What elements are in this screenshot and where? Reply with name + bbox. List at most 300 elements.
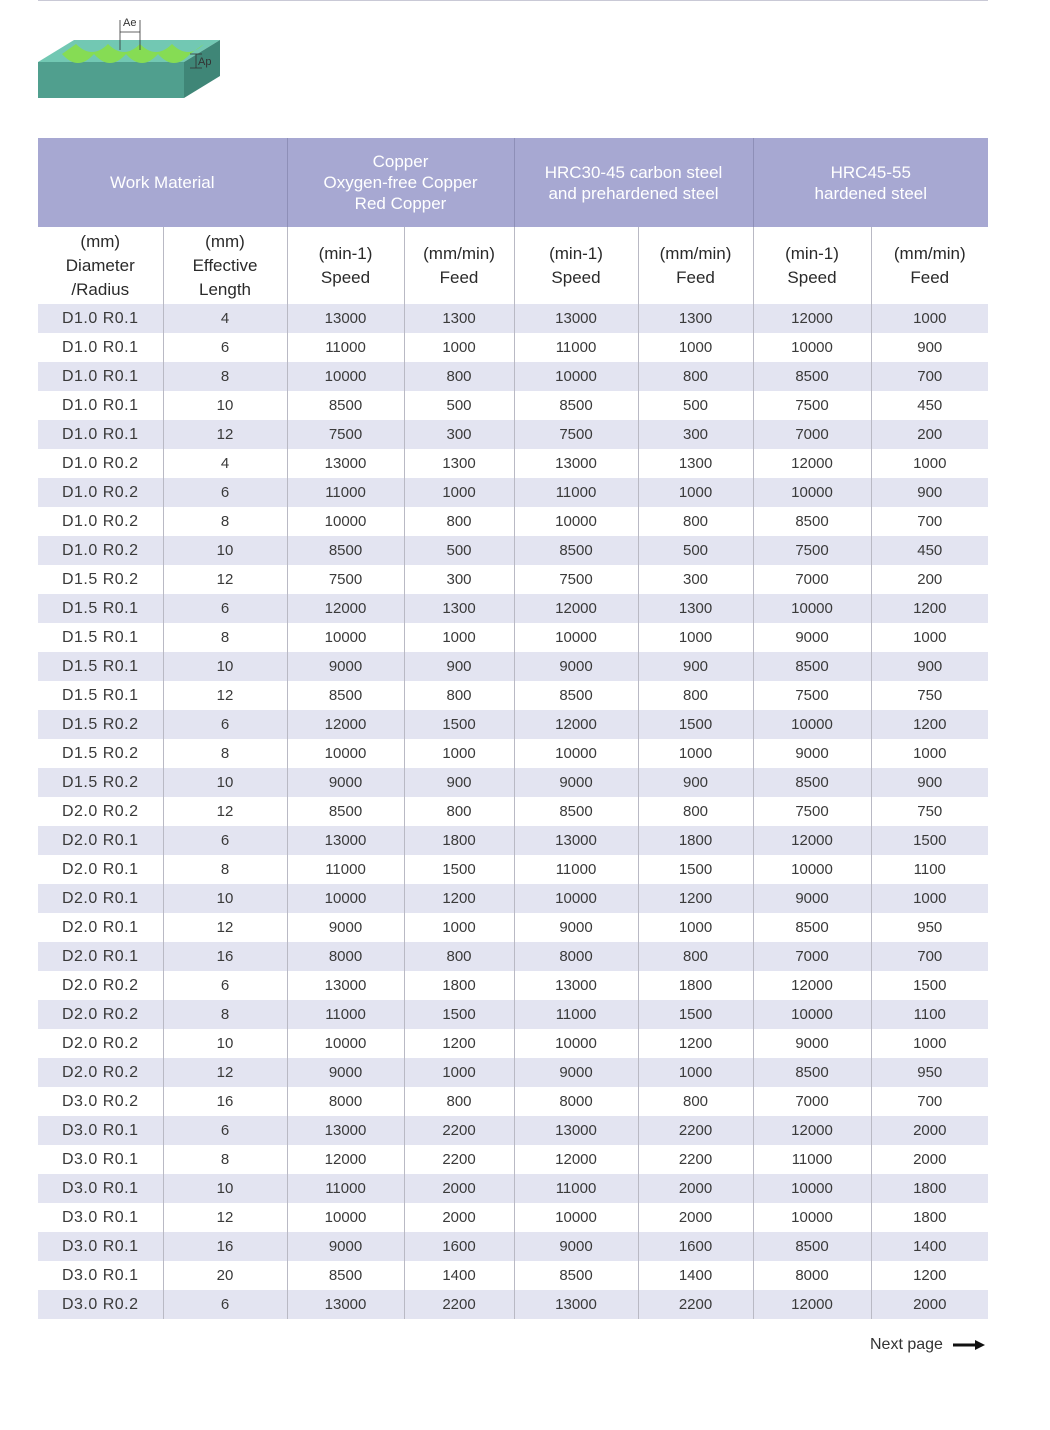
table-cell: 11000 [287, 1000, 404, 1029]
table-cell: 1200 [404, 884, 514, 913]
table-cell: D3.0 R0.2 [38, 1087, 163, 1116]
table-cell: 2000 [404, 1203, 514, 1232]
table-cell: 900 [404, 652, 514, 681]
table-cell: D1.5 R0.1 [38, 594, 163, 623]
table-cell: 11000 [287, 855, 404, 884]
table-cell: 2200 [638, 1116, 753, 1145]
table-cell: D3.0 R0.1 [38, 1203, 163, 1232]
table-cell: 900 [871, 768, 988, 797]
table-cell: D1.0 R0.2 [38, 507, 163, 536]
table-cell: 6 [163, 826, 287, 855]
table-cell: 800 [404, 681, 514, 710]
table-cell: 800 [638, 507, 753, 536]
cutting-depth-diagram [34, 14, 224, 104]
table-cell: 6 [163, 478, 287, 507]
table-cell: 1000 [404, 333, 514, 362]
table-row [38, 449, 988, 478]
table-cell: 800 [638, 681, 753, 710]
table-cell: D1.5 R0.1 [38, 623, 163, 652]
table-cell: 16 [163, 1087, 287, 1116]
table-cell: D1.0 R0.1 [38, 304, 163, 333]
table-cell: 800 [638, 797, 753, 826]
table-cell: 12000 [514, 594, 638, 623]
table-cell: 900 [404, 768, 514, 797]
table-cell: 11000 [514, 855, 638, 884]
next-page-label: Next page [870, 1336, 943, 1353]
table-cell: 1300 [638, 594, 753, 623]
table-cell: 12000 [753, 971, 871, 1000]
table-row [38, 1261, 988, 1290]
table-cell: 8500 [753, 768, 871, 797]
table-cell: 10000 [753, 594, 871, 623]
table-cell: 8500 [753, 1058, 871, 1087]
table-cell: 1500 [871, 971, 988, 1000]
table-cell: 8000 [287, 1087, 404, 1116]
table-cell: D2.0 R0.1 [38, 826, 163, 855]
table-cell: 1500 [404, 855, 514, 884]
table-cell: 10 [163, 391, 287, 420]
table-row [38, 333, 988, 362]
table-row [38, 971, 988, 1000]
table-cell: D2.0 R0.1 [38, 913, 163, 942]
table-cell: 7500 [514, 565, 638, 594]
table-cell: 500 [638, 391, 753, 420]
table-cell: 900 [638, 652, 753, 681]
table-row [38, 739, 988, 768]
table-cell: 8500 [514, 1261, 638, 1290]
table-cell: 1400 [638, 1261, 753, 1290]
table-cell: 1200 [871, 594, 988, 623]
table-cell: 13000 [514, 449, 638, 478]
table-cell: 300 [404, 420, 514, 449]
table-cell: 10 [163, 768, 287, 797]
table-cell: 10000 [514, 623, 638, 652]
table-cell: 700 [871, 362, 988, 391]
table-cell: 10000 [514, 507, 638, 536]
table-cell: 1000 [404, 623, 514, 652]
table-cell: 8500 [753, 362, 871, 391]
table-cell: 1800 [638, 971, 753, 1000]
table-cell: D1.0 R0.1 [38, 362, 163, 391]
table-cell: 2000 [638, 1203, 753, 1232]
table-cell: 7500 [287, 420, 404, 449]
table-cell: 1300 [638, 449, 753, 478]
table-cell: 9000 [753, 623, 871, 652]
table-cell: 16 [163, 942, 287, 971]
table-cell: 10000 [287, 739, 404, 768]
table-cell: 9000 [287, 913, 404, 942]
table-cell: 8 [163, 1000, 287, 1029]
table-cell: 450 [871, 536, 988, 565]
table-cell: 10000 [514, 1203, 638, 1232]
table-cell: 7000 [753, 565, 871, 594]
table-cell: 13000 [514, 1290, 638, 1319]
table-row [38, 391, 988, 420]
table-cell: 1500 [638, 855, 753, 884]
table-cell: 11000 [287, 333, 404, 362]
table-cell: 200 [871, 565, 988, 594]
table-cell: 800 [404, 362, 514, 391]
table-row [38, 826, 988, 855]
table-row [38, 1058, 988, 1087]
table-row [38, 362, 988, 391]
table-cell: 10000 [514, 884, 638, 913]
table-cell: 1800 [871, 1174, 988, 1203]
table-cell: 1800 [404, 826, 514, 855]
table-row [38, 1203, 988, 1232]
table-cell: 20 [163, 1261, 287, 1290]
table-cell: 200 [871, 420, 988, 449]
table-cell: 8500 [753, 913, 871, 942]
table-cell: 8500 [287, 391, 404, 420]
table-cell: D2.0 R0.1 [38, 884, 163, 913]
table-cell: 1000 [638, 739, 753, 768]
table-cell: D2.0 R0.2 [38, 1029, 163, 1058]
table-cell: 12 [163, 913, 287, 942]
table-cell: 950 [871, 1058, 988, 1087]
table-cell: 1300 [404, 304, 514, 333]
table-cell: 8500 [753, 652, 871, 681]
table-cell: 8000 [514, 942, 638, 971]
table-cell: 1000 [638, 333, 753, 362]
table-cell: 450 [871, 391, 988, 420]
table-cell: D2.0 R0.1 [38, 855, 163, 884]
table-cell: 10 [163, 536, 287, 565]
table-cell: 800 [638, 942, 753, 971]
table-cell: 1200 [871, 710, 988, 739]
table-cell: 8500 [514, 797, 638, 826]
table-cell: 13000 [514, 1116, 638, 1145]
table-cell: 500 [638, 536, 753, 565]
table-cell: 12000 [753, 1290, 871, 1319]
table-cell: 13000 [287, 449, 404, 478]
table-cell: 10000 [753, 333, 871, 362]
table-cell: D1.0 R0.2 [38, 449, 163, 478]
table-row [38, 797, 988, 826]
hardened-steel-feed-header: (mm/min) Feed [871, 227, 988, 304]
table-cell: 11000 [514, 1174, 638, 1203]
table-cell: 10000 [287, 1029, 404, 1058]
table-cell: 9000 [287, 1058, 404, 1087]
table-cell: 1400 [404, 1261, 514, 1290]
table-cell: D1.5 R0.1 [38, 652, 163, 681]
table-cell: 2000 [871, 1116, 988, 1145]
table-cell: 12000 [514, 710, 638, 739]
table-cell: 8500 [514, 391, 638, 420]
table-cell: D1.0 R0.1 [38, 391, 163, 420]
table-cell: 1000 [871, 884, 988, 913]
table-cell: 1100 [871, 1000, 988, 1029]
table-cell: 950 [871, 913, 988, 942]
table-cell: D2.0 R0.2 [38, 797, 163, 826]
table-row [38, 565, 988, 594]
table-cell: 10000 [753, 855, 871, 884]
table-cell: 7500 [287, 565, 404, 594]
table-cell: 6 [163, 971, 287, 1000]
table-row [38, 652, 988, 681]
table-cell: 1000 [871, 1029, 988, 1058]
table-cell: 12000 [287, 594, 404, 623]
table-cell: 900 [871, 333, 988, 362]
block-front-face [38, 62, 184, 98]
table-cell: D1.5 R0.2 [38, 768, 163, 797]
table-cell: 1500 [638, 1000, 753, 1029]
table-cell: 12000 [287, 1145, 404, 1174]
table-row [38, 1116, 988, 1145]
table-cell: 12 [163, 1203, 287, 1232]
table-cell: 12 [163, 681, 287, 710]
table-cell: D1.0 R0.1 [38, 420, 163, 449]
table-cell: 10 [163, 1029, 287, 1058]
table-cell: 4 [163, 304, 287, 333]
table-cell: 10000 [514, 1029, 638, 1058]
table-cell: 7000 [753, 420, 871, 449]
hardened-steel-speed-header: (min-1) Speed [753, 227, 871, 304]
table-cell: 1800 [871, 1203, 988, 1232]
work-material-header: Work Material [38, 138, 287, 227]
table-row [38, 884, 988, 913]
table-row [38, 507, 988, 536]
table-cell: D1.5 R0.1 [38, 681, 163, 710]
table-cell: 10000 [514, 739, 638, 768]
table-cell: 300 [638, 565, 753, 594]
table-row [38, 594, 988, 623]
table-cell: 8 [163, 855, 287, 884]
table-cell: 900 [638, 768, 753, 797]
table-cell: 1000 [404, 478, 514, 507]
table-cell: D3.0 R0.2 [38, 1290, 163, 1319]
table-cell: 1000 [404, 739, 514, 768]
table-cell: 8 [163, 1145, 287, 1174]
table-cell: D2.0 R0.2 [38, 1000, 163, 1029]
table-cell: 2000 [638, 1174, 753, 1203]
table-cell: 8500 [287, 681, 404, 710]
table-row [38, 942, 988, 971]
table-cell: 9000 [514, 1058, 638, 1087]
table-cell: 9000 [287, 1232, 404, 1261]
next-page-link[interactable] [870, 1336, 985, 1354]
table-cell: 9000 [514, 768, 638, 797]
table-cell: 2200 [638, 1290, 753, 1319]
table-cell: 700 [871, 507, 988, 536]
table-cell: 800 [404, 507, 514, 536]
table-row [38, 623, 988, 652]
table-row [38, 304, 988, 333]
ae-label: Ae [123, 17, 137, 29]
table-cell: 11000 [287, 478, 404, 507]
table-cell: 300 [638, 420, 753, 449]
table-cell: 10000 [287, 884, 404, 913]
table-row [38, 478, 988, 507]
table-cell: D1.0 R0.2 [38, 536, 163, 565]
table-cell: 6 [163, 1116, 287, 1145]
table-cell: 1500 [638, 710, 753, 739]
table-cell: 8 [163, 362, 287, 391]
carbon-steel-speed-header: (min-1) Speed [514, 227, 638, 304]
table-cell: 8500 [514, 536, 638, 565]
table-cell: 8 [163, 507, 287, 536]
table-cell: 7500 [753, 797, 871, 826]
table-cell: 9000 [514, 1232, 638, 1261]
table-cell: 6 [163, 333, 287, 362]
table-cell: 750 [871, 681, 988, 710]
table-cell: 7500 [514, 420, 638, 449]
table-cell: 750 [871, 797, 988, 826]
table-cell: 8 [163, 623, 287, 652]
table-cell: 7500 [753, 536, 871, 565]
table-row [38, 1174, 988, 1203]
table-cell: 13000 [514, 826, 638, 855]
ap-label: Ap [198, 56, 212, 68]
table-cell: 800 [404, 797, 514, 826]
table-cell: 1300 [404, 594, 514, 623]
table-cell: 13000 [287, 304, 404, 333]
table-cell: 10000 [514, 362, 638, 391]
table-cell: 4 [163, 449, 287, 478]
table-cell: 12 [163, 565, 287, 594]
table-cell: 1300 [638, 304, 753, 333]
table-cell: D1.0 R0.2 [38, 478, 163, 507]
table-cell: 10000 [287, 623, 404, 652]
table-cell: 11000 [514, 478, 638, 507]
table-cell: D1.5 R0.2 [38, 565, 163, 594]
table-cell: 12000 [514, 1145, 638, 1174]
table-cell: 11000 [514, 333, 638, 362]
table-cell: 800 [404, 1087, 514, 1116]
table-cell: 6 [163, 710, 287, 739]
table-cell: 6 [163, 594, 287, 623]
table-cell: 12 [163, 797, 287, 826]
arrow-right-icon [953, 1340, 985, 1350]
table-cell: D3.0 R0.1 [38, 1232, 163, 1261]
table-cell: 8000 [514, 1087, 638, 1116]
copper-group-header: Copper Oxygen-free Copper Red Copper [287, 138, 514, 227]
table-cell: 8000 [753, 1261, 871, 1290]
table-cell: 12 [163, 420, 287, 449]
table-body [38, 304, 988, 1319]
table-cell: 1000 [404, 913, 514, 942]
table-cell: D3.0 R0.1 [38, 1261, 163, 1290]
table-cell: 1000 [638, 1058, 753, 1087]
table-row [38, 1232, 988, 1261]
table-cell: 8500 [753, 507, 871, 536]
table-cell: 10000 [753, 1203, 871, 1232]
table-cell: 10 [163, 884, 287, 913]
table-cell: 2200 [404, 1145, 514, 1174]
table-cell: 13000 [287, 1116, 404, 1145]
table-cell: 9000 [514, 652, 638, 681]
table-cell: 8500 [287, 536, 404, 565]
table-cell: 1800 [404, 971, 514, 1000]
table-row [38, 855, 988, 884]
table-cell: 12 [163, 1058, 287, 1087]
table-cell: 8000 [287, 942, 404, 971]
table-cell: 1800 [638, 826, 753, 855]
table-cell: 10000 [753, 710, 871, 739]
table-cell: 900 [871, 478, 988, 507]
table-cell: 8500 [753, 1232, 871, 1261]
table-cell: D3.0 R0.1 [38, 1116, 163, 1145]
table-row [38, 420, 988, 449]
table-cell: 9000 [753, 739, 871, 768]
table-row [38, 768, 988, 797]
table-cell: 800 [404, 942, 514, 971]
table-cell: 2200 [638, 1145, 753, 1174]
table-cell: 10 [163, 1174, 287, 1203]
table-cell: 9000 [287, 652, 404, 681]
table-cell: 1500 [871, 826, 988, 855]
table-cell: 8500 [287, 1261, 404, 1290]
table-cell: 7500 [753, 391, 871, 420]
table-cell: 1300 [404, 449, 514, 478]
table-cell: 13000 [514, 304, 638, 333]
table-cell: 10000 [753, 478, 871, 507]
table-row [38, 1290, 988, 1319]
table-row [38, 913, 988, 942]
table-cell: 8500 [287, 797, 404, 826]
table-row [38, 536, 988, 565]
table-cell: 13000 [514, 971, 638, 1000]
table-cell: 8500 [514, 681, 638, 710]
table-cell: 1000 [638, 913, 753, 942]
table-cell: 2000 [871, 1145, 988, 1174]
table-cell: 2000 [404, 1174, 514, 1203]
table-cell: 800 [638, 1087, 753, 1116]
table-cell: 10000 [753, 1174, 871, 1203]
effective-length-header: (mm) Effective Length [163, 227, 287, 304]
table-cell: 12000 [753, 304, 871, 333]
table-cell: 10000 [287, 362, 404, 391]
table-cell: D3.0 R0.1 [38, 1145, 163, 1174]
table-row [38, 1087, 988, 1116]
hardened-steel-group-header: HRC45-55 hardened steel [753, 138, 988, 227]
material-header-row [38, 138, 988, 227]
table-cell: 1500 [404, 1000, 514, 1029]
table-cell: 8 [163, 739, 287, 768]
table-cell: 2200 [404, 1290, 514, 1319]
table-cell: 1200 [871, 1261, 988, 1290]
table-row [38, 1145, 988, 1174]
table-cell: D1.5 R0.2 [38, 710, 163, 739]
table-cell: 11000 [287, 1174, 404, 1203]
table-cell: 1600 [638, 1232, 753, 1261]
table-cell: 1000 [871, 449, 988, 478]
table-cell: 9000 [287, 768, 404, 797]
table-cell: 16 [163, 1232, 287, 1261]
table-cell: 11000 [514, 1000, 638, 1029]
table-cell: 1600 [404, 1232, 514, 1261]
table-cell: 1200 [404, 1029, 514, 1058]
table-row [38, 681, 988, 710]
table-cell: 1000 [871, 623, 988, 652]
table-cell: 12000 [287, 710, 404, 739]
table-cell: 10000 [753, 1000, 871, 1029]
table-cell: D1.5 R0.2 [38, 739, 163, 768]
carbon-steel-feed-header: (mm/min) Feed [638, 227, 753, 304]
table-cell: D2.0 R0.2 [38, 971, 163, 1000]
table-row [38, 1029, 988, 1058]
copper-feed-header: (mm/min) Feed [404, 227, 514, 304]
table-cell: 10000 [287, 1203, 404, 1232]
carbon-steel-group-header: HRC30-45 carbon steel and prehardened steel [514, 138, 753, 227]
table-cell: 1200 [638, 884, 753, 913]
cutting-parameters-table [38, 138, 988, 1319]
table-cell: 1000 [871, 739, 988, 768]
table-cell: 700 [871, 1087, 988, 1116]
table-cell: 7000 [753, 1087, 871, 1116]
table-cell: D1.0 R0.1 [38, 333, 163, 362]
table-cell: 12000 [753, 449, 871, 478]
